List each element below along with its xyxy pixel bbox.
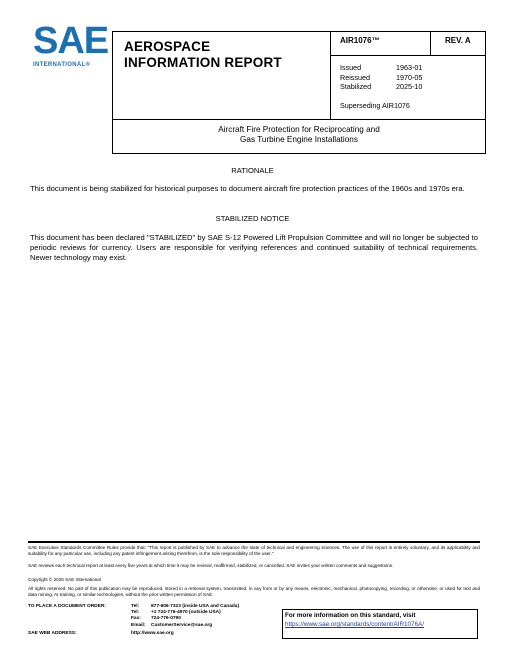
header-divider — [430, 32, 431, 55]
order-label: TO PLACE A DOCUMENT ORDER: — [28, 604, 106, 609]
web-label: SAE WEB ADDRESS: — [28, 631, 77, 636]
report-type — [124, 39, 282, 71]
sae-logo: SAE — [33, 20, 109, 62]
stabilized-heading: STABILIZED NOTICE — [215, 214, 290, 223]
rationale-heading: RATIONALE — [231, 166, 274, 175]
contact-value: 724-776-0790 — [151, 616, 181, 622]
revision-label: REV. A — [445, 36, 471, 45]
document-number: AIR1076™ — [340, 36, 380, 45]
report-type-line: INFORMATION REPORT — [124, 55, 282, 70]
contact-key: Tel: — [131, 604, 140, 609]
header-divider — [113, 119, 330, 120]
document-title — [112, 125, 486, 145]
copyright-text: Copyright © 2025 SAE International — [28, 577, 101, 582]
report-type-line: AEROSPACE — [124, 39, 211, 54]
contact-row — [131, 623, 239, 629]
contact-list — [131, 604, 239, 629]
date-list — [340, 63, 460, 92]
date-label: Issued — [340, 63, 362, 72]
contact-value: 877-606-7323 (inside USA and Canada) — [151, 604, 240, 609]
contact-key: Email: — [131, 622, 146, 628]
date-row — [340, 73, 460, 83]
header-divider — [330, 119, 485, 120]
rules-text: SAE Executive Standards Committee Rules provide that: "This report is published by SAE to advance the state of technical and engineering sciences. The use of this report is entirely voluntary, and its applicability and suitability for any particular use, including any patent infringement arising therefrom, is the sole responsibility of the user." — [28, 545, 480, 557]
review-text: SAE reviews each technical report at least every five years at which time it may be revised, reaffirmed, stabilized, or cancelled. SAE invites your written comments and suggestions. — [28, 563, 394, 568]
superseding-note: Superseding AIR1076 — [340, 101, 410, 110]
sae-logo-subtitle: INTERNATIONAL® — [33, 62, 91, 68]
date-value: 2025-10 — [396, 82, 423, 91]
web-address[interactable]: http://www.sae.org — [131, 631, 174, 636]
footer-rule — [28, 541, 480, 543]
date-value: 1970-05 — [396, 72, 423, 82]
header-divider — [330, 55, 485, 56]
header-divider — [330, 32, 331, 119]
stabilized-text: This document has been declared "STABILIZED" by SAE S-12 Powered Lift Propulsion Committee and will no longer be subjected to periodic reviews for currency. Users are responsible for verifying references and continued suitability of technical requirements. Newer technology may exist. — [30, 233, 478, 263]
rationale-text: This document is being stabilized for historical purposes to document aircraft fire protection practices of the 1960s and 1970s era. — [30, 184, 465, 193]
document-title-line: Aircraft Fire Protection for Reciprocating and — [218, 125, 380, 134]
standard-link[interactable]: https://www.sae.org/standards/content/AIR1076A/ — [285, 621, 424, 628]
rights-text: All rights reserved. No part of this publication may be reproduced, stored in a retrieval system, transmitted, in any form or by any means, electronic, mechanical, photocopying, recording, or otherwise, or used for text and data mining, AI training, or similar technologies, without the prior written permission of SAE. — [28, 586, 480, 598]
more-info-heading: For more information on this standard, visit — [285, 612, 416, 619]
contact-key: Fax: — [131, 616, 141, 622]
date-label: Stabilized — [340, 82, 372, 91]
date-value: 1963-01 — [396, 63, 423, 72]
date-row — [340, 82, 460, 92]
contact-value: +1 724-776-4970 (outside USA) — [151, 610, 221, 616]
date-row — [340, 63, 460, 73]
document-title-line: Gas Turbine Engine Installations — [240, 135, 358, 144]
contact-key: Tel: — [131, 610, 140, 616]
contact-value[interactable]: CustomerService@sae.org — [151, 622, 213, 628]
date-label: Reissued — [340, 72, 370, 82]
